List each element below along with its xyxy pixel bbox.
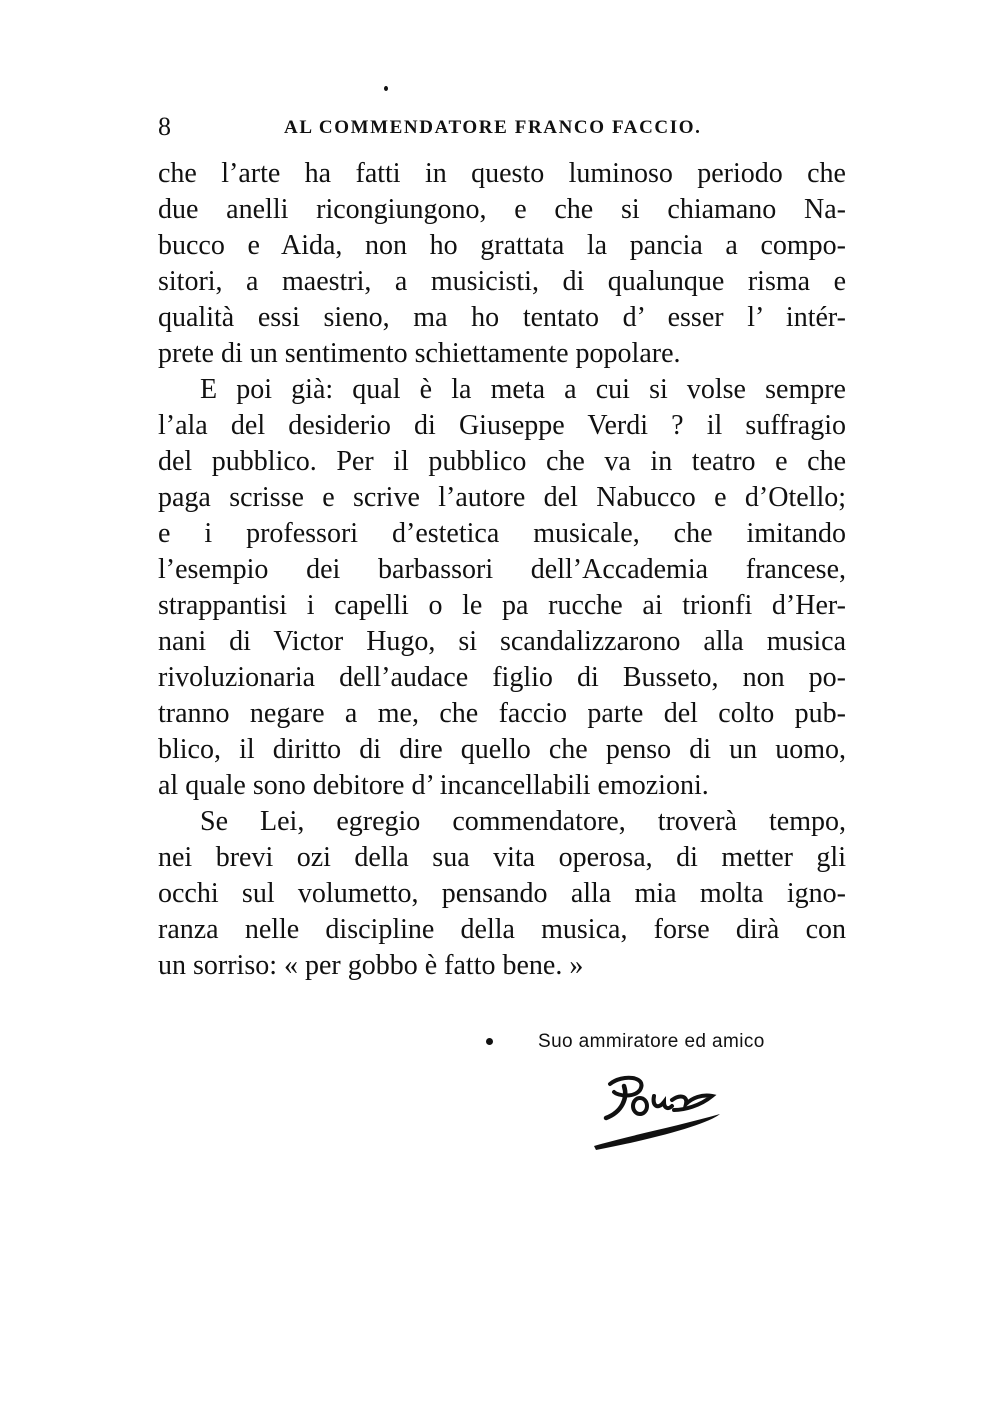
text-line: Se Lei, egregio commendatore, troverà tempo,	[200, 806, 846, 837]
text-line: nani di Victor Hugo, si scandalizzarono alla musica	[158, 626, 846, 657]
text-line: ranza nelle discipline della musica, forse dirà con	[158, 914, 846, 945]
page-number: 8	[158, 112, 171, 141]
text-line: che l’arte ha fatti in questo luminoso periodo che	[158, 158, 846, 189]
text-line: l’esempio dei barbassori dell’Accademia francese,	[158, 554, 846, 585]
text-line: tranno negare a me, che faccio parte del colto pub-	[158, 698, 846, 729]
text-line: bucco e Aida, non ho grattata la pancia a compo-	[158, 230, 846, 261]
print-speck	[384, 86, 388, 91]
signature-drawing	[588, 1066, 738, 1162]
text-line: due anelli ricongiungono, e che si chiamano Na-	[158, 194, 846, 225]
closing-salutation	[486, 1028, 826, 1056]
text-line: prete di un sentimento schiettamente popolare.	[158, 338, 681, 369]
bullet-mark	[486, 1038, 493, 1045]
running-title: AL COMMENDATORE FRANCO FACCIO.	[284, 117, 702, 138]
text-line: qualità essi sieno, ma ho tentato d’ esser l’ intér-	[158, 302, 846, 333]
closing-text: Suo ammiratore ed amico	[538, 1031, 765, 1052]
paragraph	[158, 372, 846, 804]
text-line: sitori, a maestri, a musicisti, di qualunque risma e	[158, 266, 846, 297]
text-line: occhi sul volumetto, pensando alla mia molta igno-	[158, 878, 846, 909]
paragraph	[158, 804, 846, 984]
text-line: al quale sono debitore d’ incancellabili emozioni.	[158, 770, 709, 801]
text-line: un sorriso: « per gobbo è fatto bene. »	[158, 950, 584, 981]
paragraph	[158, 156, 846, 372]
text-line: e i professori d’estetica musicale, che imitando	[158, 518, 846, 549]
handwritten-signature	[588, 1066, 738, 1162]
text-line: strappantisi i capelli o le pa rucche ai trionfi d’Her-	[158, 590, 846, 621]
running-header	[158, 112, 848, 142]
text-line: nei brevi ozi della sua vita operosa, di metter gli	[158, 842, 846, 873]
text-line: E poi già: qual è la meta a cui si volse sempre	[200, 374, 846, 405]
text-line: blico, il diritto di dire quello che penso di un uomo,	[158, 734, 846, 765]
text-line: del pubblico. Per il pubblico che va in teatro e che	[158, 446, 846, 477]
body-text	[158, 156, 846, 984]
text-line: rivoluzionaria dell’audace figlio di Busseto, non po-	[158, 662, 846, 693]
text-line: paga scrisse e scrive l’autore del Nabucco e d’Otello;	[158, 482, 846, 513]
text-line: l’ala del desiderio di Giuseppe Verdi ? il suffragio	[158, 410, 846, 441]
